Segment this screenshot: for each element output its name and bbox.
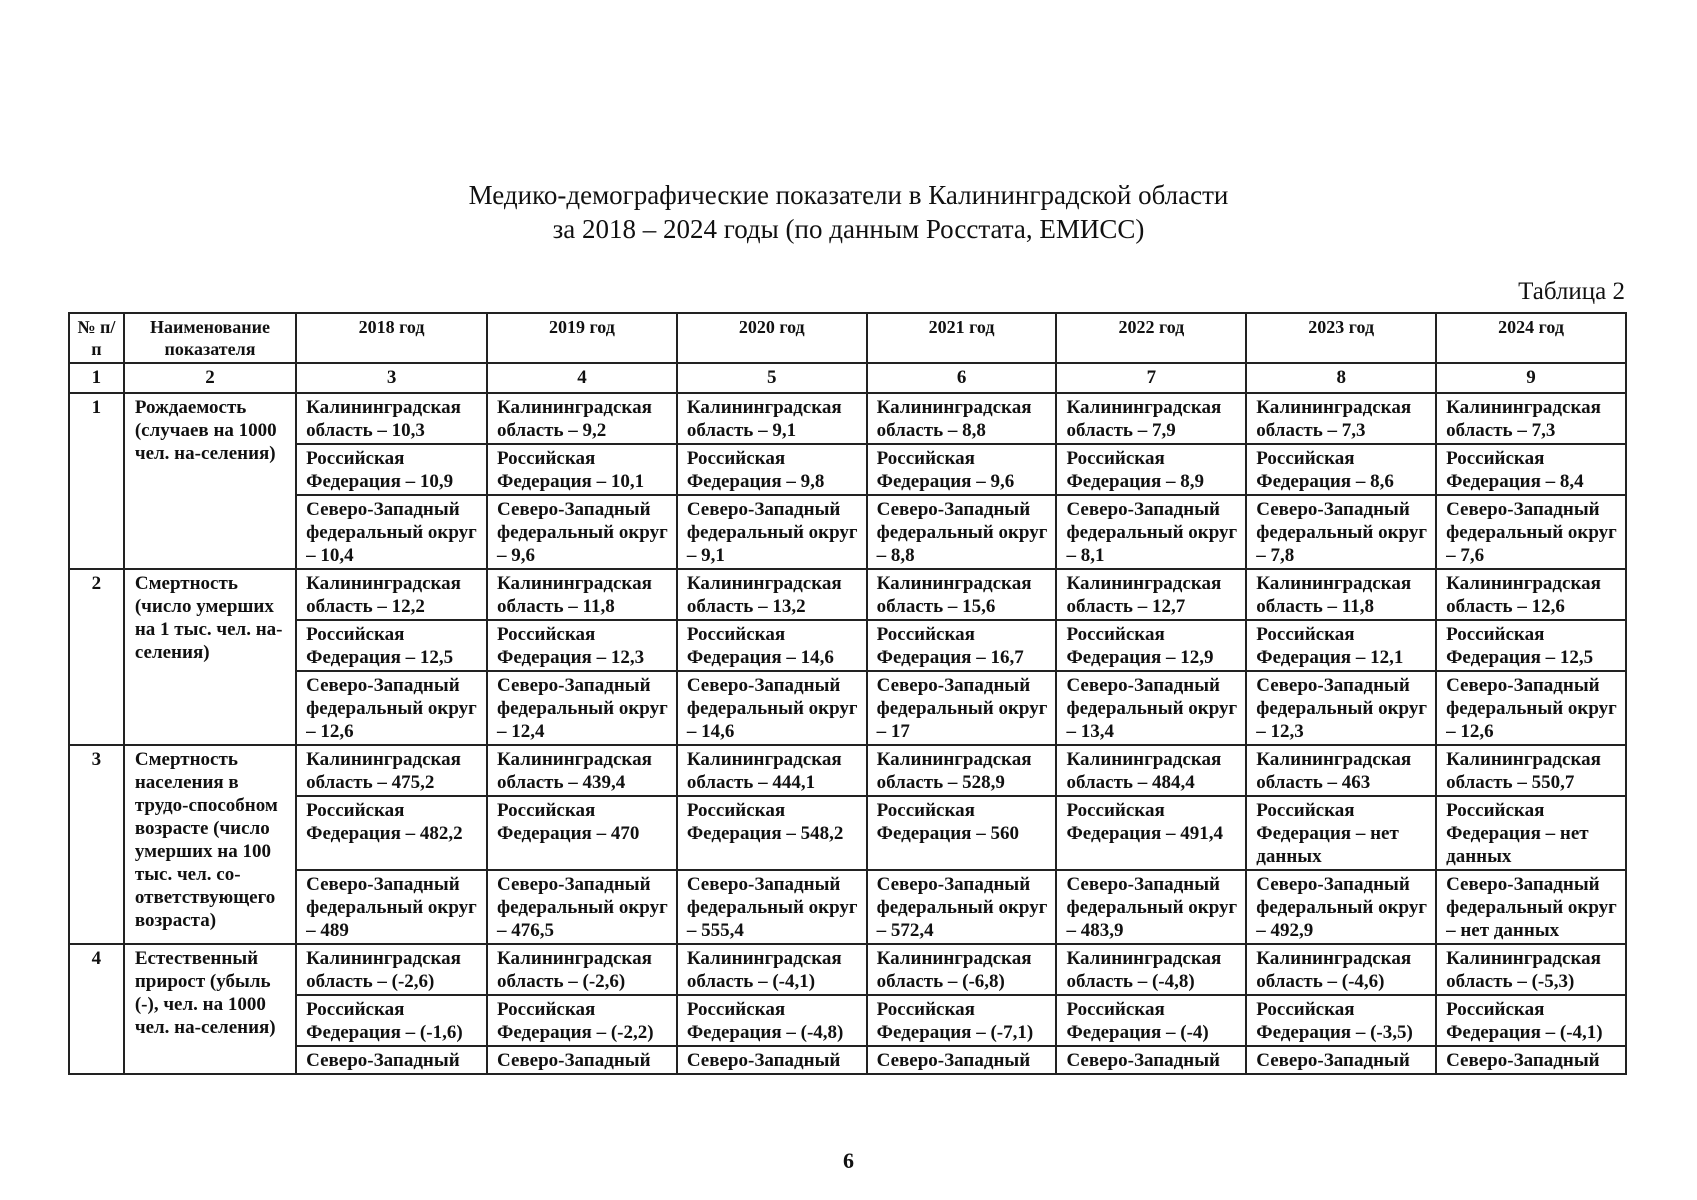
- value-cell: Российская Федерация – (-4,8): [677, 995, 867, 1046]
- column-number: 2: [124, 363, 296, 393]
- table-row: [69, 671, 1626, 745]
- indicator-name: Рождаемость (случаев на 1000 чел. на-селения): [124, 393, 296, 569]
- header-cell: 2020 год: [677, 313, 867, 363]
- value-cell: Северо-Западный федеральный округ – 555,4: [677, 870, 867, 944]
- value-cell: Калининградская область – 475,2: [296, 745, 487, 796]
- value-cell: Калининградская область – (-5,3): [1436, 944, 1626, 995]
- row-index: 1: [69, 393, 124, 569]
- value-cell: Северо-Западный федеральный округ – 17: [867, 671, 1057, 745]
- value-cell: Российская Федерация – нет данных: [1246, 796, 1436, 870]
- table-row: [69, 995, 1626, 1046]
- value-cell: Северо-Западный федеральный округ – 476,5: [487, 870, 677, 944]
- column-number: 8: [1246, 363, 1436, 393]
- header-cell: № п/п: [69, 313, 124, 363]
- table-row: [69, 745, 1626, 796]
- value-cell: Российская Федерация – 12,3: [487, 620, 677, 671]
- value-cell: Северо-Западный: [1246, 1046, 1436, 1074]
- table-row: [69, 569, 1626, 620]
- value-cell: Калининградская область – 10,3: [296, 393, 487, 444]
- header-row: [69, 313, 1626, 363]
- value-cell: Калининградская область – 444,1: [677, 745, 867, 796]
- value-cell: Российская Федерация – (-4): [1056, 995, 1246, 1046]
- value-cell: Калининградская область – 7,9: [1056, 393, 1246, 444]
- value-cell: Северо-Западный федеральный округ – 489: [296, 870, 487, 944]
- value-cell: Калининградская область – 8,8: [867, 393, 1057, 444]
- value-cell: Северо-Западный федеральный округ – 9,1: [677, 495, 867, 569]
- header-cell: 2021 год: [867, 313, 1057, 363]
- row-index: 3: [69, 745, 124, 944]
- column-number: 4: [487, 363, 677, 393]
- value-cell: Российская Федерация – 10,9: [296, 444, 487, 495]
- value-cell: Российская Федерация – 8,9: [1056, 444, 1246, 495]
- value-cell: Северо-Западный федеральный округ – нет данных: [1436, 870, 1626, 944]
- value-cell: Северо-Западный: [677, 1046, 867, 1074]
- value-cell: Калининградская область – 9,1: [677, 393, 867, 444]
- value-cell: Калининградская область – 484,4: [1056, 745, 1246, 796]
- row-index: 2: [69, 569, 124, 745]
- table-row: [69, 495, 1626, 569]
- value-cell: Российская Федерация – 8,6: [1246, 444, 1436, 495]
- value-cell: Российская Федерация – 14,6: [677, 620, 867, 671]
- value-cell: Российская Федерация – (-2,2): [487, 995, 677, 1046]
- value-cell: Северо-Западный федеральный округ – 572,4: [867, 870, 1057, 944]
- value-cell: Калининградская область – 12,7: [1056, 569, 1246, 620]
- row-index: 4: [69, 944, 124, 1074]
- value-cell: Калининградская область – 550,7: [1436, 745, 1626, 796]
- value-cell: Российская Федерация – 491,4: [1056, 796, 1246, 870]
- indicator-name: Смертность (число умерших на 1 тыс. чел. на-селения): [124, 569, 296, 745]
- value-cell: Калининградская область – 12,6: [1436, 569, 1626, 620]
- table-row: [69, 1046, 1626, 1074]
- value-cell: Калининградская область – 9,2: [487, 393, 677, 444]
- header-cell: 2019 год: [487, 313, 677, 363]
- indicator-name: Смертность населения в трудо-способном возрасте (число умерших на 100 тыс. чел. со-ответствующего возраста): [124, 745, 296, 944]
- value-cell: Российская Федерация – (-1,6): [296, 995, 487, 1046]
- value-cell: Калининградская область – 15,6: [867, 569, 1057, 620]
- value-cell: Российская Федерация – 548,2: [677, 796, 867, 870]
- value-cell: Северо-Западный федеральный округ – 10,4: [296, 495, 487, 569]
- value-cell: Калининградская область – (-4,1): [677, 944, 867, 995]
- value-cell: Северо-Западный: [296, 1046, 487, 1074]
- value-cell: Российская Федерация – 560: [867, 796, 1057, 870]
- header-cell: 2022 год: [1056, 313, 1246, 363]
- value-cell: Калининградская область – 12,2: [296, 569, 487, 620]
- value-cell: Калининградская область – (-4,6): [1246, 944, 1436, 995]
- value-cell: Северо-Западный: [1436, 1046, 1626, 1074]
- value-cell: Российская Федерация – 12,5: [1436, 620, 1626, 671]
- value-cell: Калининградская область – 7,3: [1436, 393, 1626, 444]
- header-cell: 2018 год: [296, 313, 487, 363]
- table-row: [69, 870, 1626, 944]
- column-number: 5: [677, 363, 867, 393]
- value-cell: Северо-Западный федеральный округ – 8,1: [1056, 495, 1246, 569]
- table-body: [69, 393, 1626, 1074]
- page-number: 6: [843, 1148, 854, 1173]
- value-cell: Северо-Западный: [867, 1046, 1057, 1074]
- value-cell: Северо-Западный: [487, 1046, 677, 1074]
- title-line-2: за 2018 – 2024 годы (по данным Росстата, ЕМИСС): [552, 214, 1145, 244]
- value-cell: Калининградская область – 11,8: [1246, 569, 1436, 620]
- indicator-name: Естественный прирост (убыль (-), чел. на 1000 чел. на-селения): [124, 944, 296, 1074]
- value-cell: Российская Федерация – 12,1: [1246, 620, 1436, 671]
- value-cell: Северо-Западный федеральный округ – 492,9: [1246, 870, 1436, 944]
- value-cell: Калининградская область – 7,3: [1246, 393, 1436, 444]
- value-cell: Российская Федерация – 482,2: [296, 796, 487, 870]
- value-cell: Российская Федерация – 12,9: [1056, 620, 1246, 671]
- value-cell: Калининградская область – (-2,6): [487, 944, 677, 995]
- value-cell: Российская Федерация – 8,4: [1436, 444, 1626, 495]
- value-cell: Российская Федерация – (-4,1): [1436, 995, 1626, 1046]
- value-cell: Российская Федерация – (-3,5): [1246, 995, 1436, 1046]
- column-number: 3: [296, 363, 487, 393]
- header-cell: 2023 год: [1246, 313, 1436, 363]
- value-cell: Калининградская область – (-2,6): [296, 944, 487, 995]
- value-cell: Российская Федерация – 10,1: [487, 444, 677, 495]
- value-cell: Российская Федерация – 16,7: [867, 620, 1057, 671]
- value-cell: Калининградская область – 439,4: [487, 745, 677, 796]
- value-cell: Российская Федерация – 470: [487, 796, 677, 870]
- indicators-table: [68, 312, 1627, 1075]
- value-cell: Северо-Западный федеральный округ – 483,9: [1056, 870, 1246, 944]
- column-number: 9: [1436, 363, 1626, 393]
- value-cell: Калининградская область – (-6,8): [867, 944, 1057, 995]
- table-row: [69, 796, 1626, 870]
- column-number: 6: [867, 363, 1057, 393]
- value-cell: Северо-Западный федеральный округ – 12,3: [1246, 671, 1436, 745]
- value-cell: Российская Федерация – (-7,1): [867, 995, 1057, 1046]
- value-cell: Северо-Западный федеральный округ – 14,6: [677, 671, 867, 745]
- header-cell: 2024 год: [1436, 313, 1626, 363]
- value-cell: Российская Федерация – нет данных: [1436, 796, 1626, 870]
- column-number: 7: [1056, 363, 1246, 393]
- value-cell: Северо-Западный федеральный округ – 12,6: [1436, 671, 1626, 745]
- value-cell: Калининградская область – 463: [1246, 745, 1436, 796]
- table-row: [69, 444, 1626, 495]
- value-cell: Северо-Западный федеральный округ – 8,8: [867, 495, 1057, 569]
- value-cell: Калининградская область – 528,9: [867, 745, 1057, 796]
- value-cell: Российская Федерация – 12,5: [296, 620, 487, 671]
- value-cell: Северо-Западный: [1056, 1046, 1246, 1074]
- column-number: 1: [69, 363, 124, 393]
- document-title: [0, 178, 1697, 246]
- value-cell: Северо-Западный федеральный округ – 7,6: [1436, 495, 1626, 569]
- value-cell: Северо-Западный федеральный округ – 12,4: [487, 671, 677, 745]
- value-cell: Северо-Западный федеральный округ – 12,6: [296, 671, 487, 745]
- table-row: [69, 944, 1626, 995]
- value-cell: Калининградская область – 11,8: [487, 569, 677, 620]
- value-cell: Калининградская область – (-4,8): [1056, 944, 1246, 995]
- value-cell: Российская Федерация – 9,6: [867, 444, 1057, 495]
- table-row: [69, 393, 1626, 444]
- table-label: Таблица 2: [1518, 278, 1625, 305]
- column-number-row: [69, 363, 1626, 393]
- value-cell: Российская Федерация – 9,8: [677, 444, 867, 495]
- title-line-1: Медико-демографические показатели в Калининградской области: [468, 180, 1229, 210]
- value-cell: Калининградская область – 13,2: [677, 569, 867, 620]
- value-cell: Северо-Западный федеральный округ – 13,4: [1056, 671, 1246, 745]
- table-row: [69, 620, 1626, 671]
- value-cell: Северо-Западный федеральный округ – 7,8: [1246, 495, 1436, 569]
- value-cell: Северо-Западный федеральный округ – 9,6: [487, 495, 677, 569]
- header-cell: Наименование показателя: [124, 313, 296, 363]
